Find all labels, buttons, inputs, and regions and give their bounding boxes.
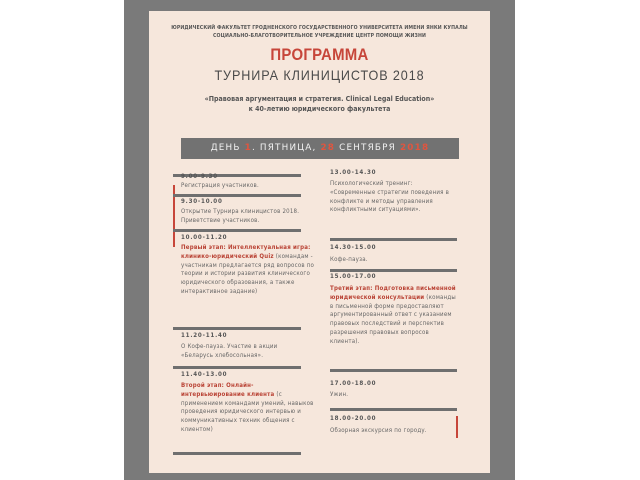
left-slot-4-time: 11.20-11.40 <box>181 332 228 339</box>
right-slot-3-time: 15.00-17.00 <box>330 273 377 280</box>
right-slot-1-time: 13.00-14.30 <box>330 169 377 176</box>
day-banner <box>181 138 459 159</box>
day-number: 1 <box>244 143 252 153</box>
right-slot-3-text <box>330 285 460 347</box>
left-slot-3-body: (командам - участникам предлагается ряд вопросов по теории и истории развития клинического юридического образования, а также интерактивное задание) <box>181 252 315 295</box>
left-slot-2-time: 9.30-10.00 <box>181 198 223 205</box>
program-theme <box>149 94 490 114</box>
program-poster <box>149 11 490 473</box>
right-slot-1-text: Психологический тренинг: «Современные стратегии поведения в конфликте и методы управления конфликтными ситуациями». <box>330 180 450 214</box>
program-title: ПРОГРАММА <box>270 45 369 64</box>
left-slot-3-highlight: Первый этап: Интеллектуальная игра: клинико-юридический Quiz <box>181 244 311 260</box>
right-bar-4 <box>330 408 457 411</box>
program-subtitle: ТУРНИРА КЛИНИЦИСТОВ 2018 <box>214 67 425 83</box>
theme-line-2: к 40-летию юридического факультета <box>248 105 391 113</box>
left-slot-5-time: 11.40-13.00 <box>181 371 228 378</box>
left-slot-2-text: Открытие Турнира клиницистов 2018. Приветствие участников. <box>181 208 300 224</box>
left-slot-5-text <box>181 382 315 435</box>
left-slot-4-text: О Кофе-пауза. Участие в акции «Беларусь хлебосольная». <box>181 343 278 359</box>
left-slot-3-text <box>181 244 315 297</box>
right-slot-3-highlight: Третий этап: Подготовка письменной юридической консультации <box>330 285 456 301</box>
right-slot-2-text: Кофе-пауза. <box>330 256 368 263</box>
left-bar-6 <box>173 452 301 455</box>
right-bar-3 <box>330 369 457 372</box>
theme-line-1: «Правовая аргументация и стратегия. Clinical Legal Education» <box>204 95 435 103</box>
left-slot-5-body: (с применением командами умений, навыков проведения юридического интервью и коммуникативных техник общения с клиентом) <box>181 390 314 433</box>
day-date: 28 <box>320 143 336 153</box>
left-bar-2 <box>173 194 301 197</box>
right-accent-line <box>456 416 458 438</box>
right-slot-5-text: Обзорная экскурсия по городу. <box>330 427 427 434</box>
right-bar-1 <box>330 238 457 241</box>
left-slot-5-highlight: Второй этап: Онлайн-интервьюирование клиента <box>181 382 275 398</box>
left-bar-3 <box>173 229 301 232</box>
day-year: 2018 <box>399 143 430 153</box>
right-slot-2-time: 14.30-15.00 <box>330 244 377 251</box>
organizer-line-1: ЮРИДИЧЕСКИЙ ФАКУЛЬТЕТ ГРОДНЕНСКОГО ГОСУДАРСТВЕННОГО УНИВЕРСИТЕТА ИМЕНИ ЯНКИ КУПАЛЫ <box>171 25 468 31</box>
organizers <box>149 25 490 40</box>
right-slot-4-time: 17.00-18.00 <box>330 380 377 387</box>
day-month: СЕНТЯБРЯ <box>335 143 400 153</box>
left-bar-4 <box>173 327 301 330</box>
right-bar-2 <box>330 269 457 272</box>
right-slot-4-text: Ужин. <box>330 391 349 398</box>
left-slot-3-time: 10.00-11.20 <box>181 234 228 241</box>
organizer-line-2: СОЦИАЛЬНО-БЛАГОТВОРИТЕЛЬНОЕ УЧРЕЖДЕНИЕ ЦЕНТР ПОМОЩИ ЖИЗНИ <box>213 32 426 39</box>
day-prefix: ДЕНЬ <box>210 143 245 153</box>
left-slot-1-time: 9.00-9.30 <box>181 173 218 180</box>
right-slot-5-time: 18.00-20.00 <box>330 415 377 422</box>
left-bar-5 <box>173 366 301 369</box>
right-slot-3-body: (команды в письменной форме предоставляют аргументированный ответ с указанием правовых последствий и перспектив разрешения правовых вопросов клиента). <box>330 293 456 345</box>
left-slot-1-text: Регистрация участников. <box>181 182 259 189</box>
day-weekday: . ПЯТНИЦА, <box>251 143 321 153</box>
